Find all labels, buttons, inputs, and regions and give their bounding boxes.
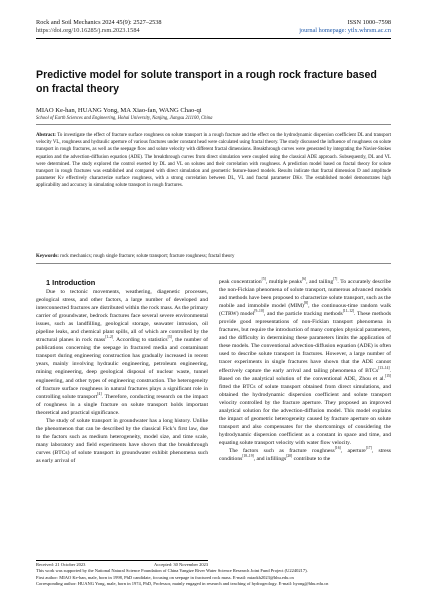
keywords-text: rock mechanics; rough single fracture; solute transport; fracture roughness; fractal theory xyxy=(60,254,235,259)
citation-ref[interactable]: [7] xyxy=(333,277,338,281)
citation-ref[interactable]: [5] xyxy=(261,277,266,281)
affiliation: School of Earth Sciences and Engineering, Hohai University, Nanjing, Jiangsu 211100, China xyxy=(36,116,213,121)
citation-ref[interactable]: [18–19] xyxy=(242,454,254,459)
citation-ref[interactable]: [8] xyxy=(303,301,309,306)
journal-homepage-link[interactable]: journal homepage: ytlx.whrsm.ac.cn xyxy=(299,27,391,35)
left-column xyxy=(36,278,208,465)
footnote-rule xyxy=(36,560,208,561)
funding-note: This work was supported by the National Natural Science Foundation of China Yangtze River Water Science Research Joint Fund Project (U2240217). xyxy=(36,568,308,574)
intro-paragraph-2: The study of solute transport in groundwater has a long history. Unlike the phenomenon that can be described by the classical Fick’s first law, due to the factors such as medium heterogeneity, model size, and time scale, many laboratory and field experiments have shown that the breakthrough curves (BTCs) of solute transport in groundwater exhibit phenomena such as early arrival of xyxy=(36,417,208,464)
paper-title: Predictive model for solute transport in a rough rock fracture based on fractal theory xyxy=(36,69,377,95)
abstract-text: To investigate the effect of fracture surface roughness on solute transport in a rough fracture and the effect on the hydrodynamic dispersion coefficient DL and transport velocity VL, roughness and hydraulic aperture of various fractures under constant head were calculated using fractal theory. The study discussed the influence of roughness on solute transport in rough fractures, as well as the seepage flow and solute velocity with different fractal dimensions. Breakthrough curves were generated by integrating the Navier-Stokes equation and the advection-diffusion equation (ADE). The breakthrough curves from direct simulation were coupled using the classical ADE approach. Subsequently, DL and VL were determined. The study explored the control exerted by DL and VL on solutes and their correlation with roughness. A prediction model based on fractal theory for solute transport in rough fractures was established and compared with direct simulation and geometric feature-based models. Results indicate that fractal dimension D and amplitude parameter Kv effectively characterize surface roughness, with a strong correlation between DL, VL and fractal parameter DKv. The established model demonstrates high applicability and accuracy in simulating solute transport in rough fractures. xyxy=(36,133,392,189)
footnote-block xyxy=(36,562,391,587)
keywords xyxy=(36,253,391,260)
doi-link[interactable]: https://doi.org/10.16285/j.rsm.2023.1584 xyxy=(36,27,140,35)
first-author-note: First author: MIAO Ke-han, male, born in 1998, PhD candidate, focusing on seepage in fractured rock mass. E-mail: miaokh2023@hhu.edu.cn xyxy=(36,574,294,580)
citation-ref[interactable]: [9–10] xyxy=(254,309,264,314)
citation-ref[interactable]: [17] xyxy=(365,445,372,450)
keywords-rule xyxy=(36,263,391,264)
intro-paragraph-3: The factors such as fracture roughness[16], aperture[17], stress conditions[18–19], and infillings[20] contribute to the xyxy=(219,445,391,463)
intro-paragraph-2-cont: peak concentration[5], multiple peaks[6], and tailing[7]. To accurately describe the non-Fickian phenomena of solute transport, numerous advanced models and methods have been proposed to characterize solute transport, such as the mobile and immobile model (MIM)[8], the continuous-time random walk (CTRW) model[9–10], and the particle tracking methods[11–12]. These methods provide good representations of non-Fickian transport phenomena in fractures, but require the introduction of many complex physical parameters, and the difficulty in determining these parameters limits the application of these models. The conventional advection-diffusion equation (ADE) is often used to describe solute transport in fractures. However, a large number of tracer experiments in single fractures have shown that the ADE cannot effectively capture the early arrival and tailing phenomena of BTCs[13–14]. Based on the analytical solution of the conventional ADE, Zhou et al.[15] fitted the BTCs of solute transport obtained from direct simulations, and obtained the hydrodynamic dispersion coefficient and solute transport velocity controlled by the fracture aperture. They proposed an improved analytical solution for the advection-diffusion model. This model explains the impact of geometric heterogeneity caused by fracture aperture on solute transport and also compensates for the shortcomings of considering the hydrodynamic dispersion coefficient as a constant in space and time, and equating solute transport velocity with water flow velocity. xyxy=(219,277,392,446)
citation-ref[interactable]: [6] xyxy=(301,277,307,281)
citation-ref[interactable]: [1–2] xyxy=(105,335,114,340)
accepted-date: Accepted: 30 November 2023 xyxy=(154,562,209,567)
intro-paragraph-1: Due to tectonic movements, weathering, diagenetic processes, geological stress, and other factors, a large number of developed and interconnected fractures are distributed within the rock mass. As the primary carrier of groundwater, bedrock fractures face several severe environmental issues, such as landfilling, geological storage, seawater intrusion, oil pipeline leaks, and chemical plant spills, all of which are controlled by the structural planes in rock mass[1–2]. According to statistics[3], the number of publications concerning the seepage in fractured media and contaminant transport during engineering construction has gradually increased in recent years, mainly involving hydraulic engineering, petroleum engineering, mining engineering, deep geological disposal of nuclear waste, tunnel engineering, and other types of engineering construction. The heterogeneity of fracture surface roughness in natural fractures plays a significant role in controlling solute transport[4]. Therefore, conducting research on the impact of roughness in a single fracture on solute transport holds important theoretical and practical significance. xyxy=(36,289,208,416)
journal-header xyxy=(36,19,162,35)
citation-ref[interactable]: [16] xyxy=(334,445,341,450)
citation-ref[interactable]: [11–12] xyxy=(342,309,354,314)
issn: ISSN 1000–7598 xyxy=(347,19,391,26)
citation-ref[interactable]: [20] xyxy=(286,454,293,459)
issn-header xyxy=(299,19,391,35)
header-rule xyxy=(36,38,391,39)
received-date: Received: 21 October 2023 xyxy=(36,562,86,567)
journal-citation: Rock and Soil Mechanics 2024 45(9): 2527–2538 xyxy=(36,19,162,26)
abstract xyxy=(36,132,391,190)
right-column xyxy=(219,278,391,463)
citation-ref[interactable]: [15] xyxy=(385,373,391,378)
author-list: MIAO Ke-han, HUANG Yong, MA Xiao-fan, WANG Chao-qi xyxy=(36,107,202,114)
title-rule xyxy=(36,124,391,125)
citation-ref[interactable]: [4] xyxy=(97,391,102,396)
citation-ref[interactable]: [13–14] xyxy=(378,365,390,370)
section-heading-introduction: 1 Introduction xyxy=(46,278,96,287)
abstract-label: Abstract: xyxy=(36,133,56,138)
keywords-label: Keywords: xyxy=(36,254,59,259)
corresponding-author-note: Corresponding author: HUANG Yong, male, born in 1974, PhD, Professor, mainly engaged in research and teaching of hydrogeology. E-mail: hyong@hhu.edu.cn xyxy=(36,580,329,586)
citation-ref[interactable]: [3] xyxy=(167,335,172,340)
